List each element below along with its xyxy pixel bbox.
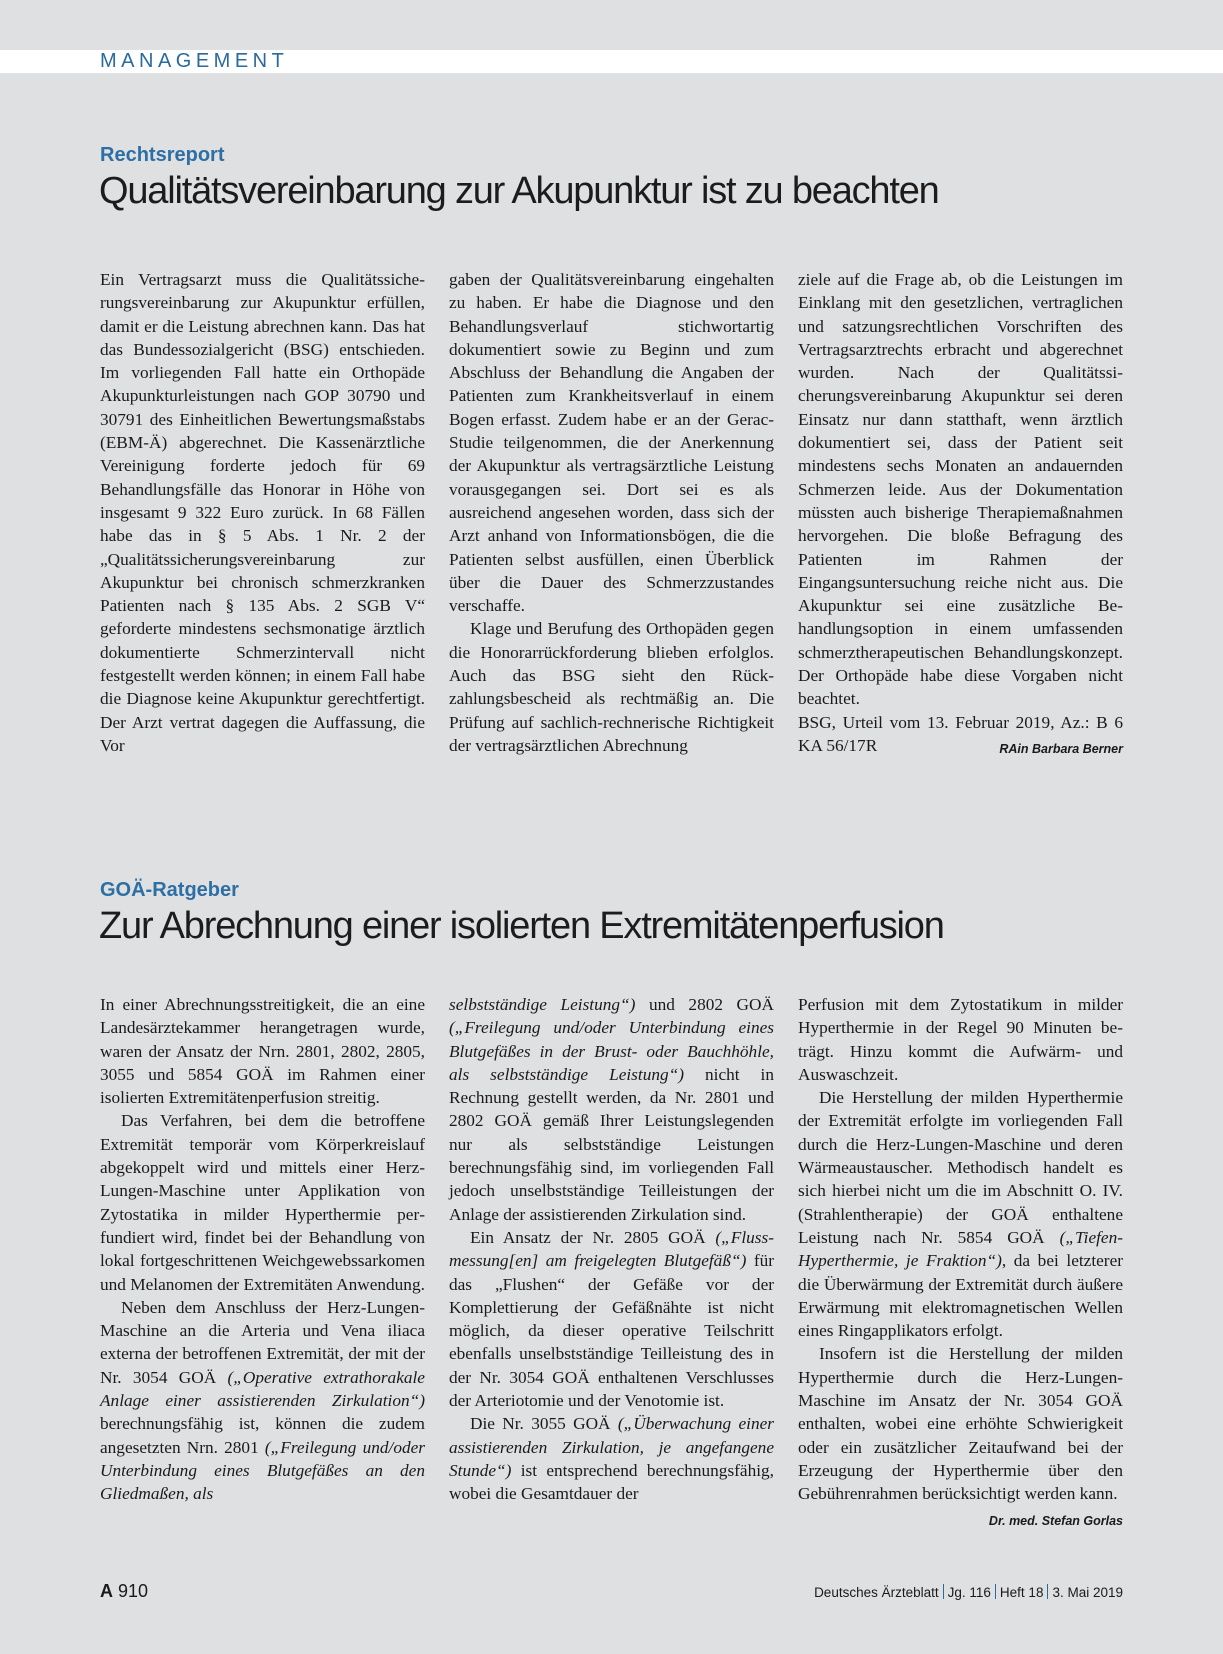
article1-headline: Qualitätsvereinbarung zur Akupunktur ist zu beachten [99, 170, 939, 212]
separator [943, 1584, 944, 1599]
paragraph: Die Nr. 3055 GOÄ („Überwachung einer assistierenden Zirkulation, je angefangene Stunde“) ist entsprechend berechnungsfähig, wobei die Gesamtdauer der [449, 1414, 774, 1504]
paragraph: In einer Abrechnungsstreitigkeit, die an eine Landesärztekammer herangetragen wurde, waren der Ansatz der Nrn. 2801, 2802, 2805, 3055 und 5854 GOÄ im Rahmen einer isolierten Extremitätenperfusion streitig. [100, 995, 425, 1108]
citation [798, 711, 1123, 758]
footer-citation [814, 1584, 1123, 1600]
article2-author: Dr. med. Stefan Gorlas [988, 1513, 1123, 1528]
article2-column-3 [798, 993, 1123, 1533]
issue: Heft 18 [999, 1585, 1044, 1600]
article2-column-1 [100, 993, 425, 1506]
paragraph: Klage und Berufung des Orthopäden gegen die Honorarrückforderung blieben erfolglos. Auch das BSG sieht den Rückzahlungsbescheid als rechtmäßig an. Die Prüfung auf sachlich-rechnerische Richtigkeit der vertragsärztlichen Abrechnung [449, 619, 774, 755]
paragraph: Perfusion mit dem Zytostatikum in milder Hyperthermie in der Regel 90 Minuten beträgt. Hinzu kommt die Aufwärm- und Auswaschzeit. [798, 995, 1123, 1084]
paragraph: Ein Vertragsarzt muss die Qualitätssicherungsvereinbarung zur Akupunktur erfüllen, damit er die Leistung abrechnen kann. Das hat das Bundessozialgericht (BSG) entschieden. Im vorliegenden Fall hatte ein Orthopäde Akupunkturleistungen nach GOP 30790 und 30791 des Einheitlichen Bewertungsmaßstabs (EBM-Ä) abgerechnet. Die Kassenärztliche Vereinigung forderte jedoch für 69 Behandlungsfälle das Honorar in Höhe von insgesamt 9 322 Euro zurück. In 68 Fällen habe das in § 5 Abs. 1 Nr. 2 der „Qualitätssicherungsvereinbarung zur Akupunktur bei chronisch schmerzkranken Patienten nach § 135 Abs. 2 SGB V“ geforderte mindestens sechsmonatige ärztlich dokumentierte Schmerzintervall nicht festgestellt werden können; in einem Fall habe die Diagnose keine Akupunktur gerechtfertigt. Der Arzt vertrat dagegen die Auffassung, die Vor [100, 270, 425, 755]
article1-column-2 [449, 268, 774, 757]
article1-kicker: Rechtsreport [100, 144, 225, 166]
paragraph: Neben dem Anschluss der Herz-Lungen-Maschine an die Arteria und Vena iliaca externa der betroffenen Extremität, der mit der Nr. 3054 GOÄ („Operative extrathorakale Anlage einer assistierenden Zirkulation“) berechnungsfähig ist, können die zudem angesetzten Nrn. 2801 („Freilegung und/oder Unterbindung eines Blutgefäßes an den Gliedmaßen, als [100, 1297, 425, 1504]
paragraph: Die Herstellung der milden Hyperthermie der Extremität erfolgte im vorliegenden Fall durch die Herz-Lungen-Maschine und deren Wärmeaustauscher. Methodisch handelt es sich hierbei nicht um die im Abschnitt O. IV. (Strahlentherapie) der GOÄ enthaltene Leistung nach Nr. 5854 GOÄ („Tiefen-Hyperthermie, je Fraktion“), da bei letzterer die Überwärmung der Extremität durch äußere Erwärmung mit elektromagnetischen Wellen eines Ringapplikators erfolgt. [798, 1088, 1123, 1341]
citation-text: BSG, Urteil vom 13. Februar 2019, Az.: B 6 KA 56/17R [798, 712, 1123, 755]
section-label: MANAGEMENT [100, 50, 289, 72]
page-number [100, 1581, 148, 1602]
page-number-value: 910 [118, 1581, 149, 1601]
article1-column-3 [798, 268, 1123, 761]
journal-name: Deutsches Ärzteblatt [814, 1585, 939, 1600]
paragraph: Ein Ansatz der Nr. 2805 GOÄ („Flussmessung[en] am freigelegten Blutgefäß“) für das „Flushen“ der Gefäße vor der Komplettierung der Gefäßnähte ist nicht möglich, da dieser operative Teilschritt ebenfalls unselbstständige Teilleistung des in der Nr. 3054 GOÄ enthaltenen Verschlusses der Arteriotomie und der Venotomie ist. [449, 1227, 774, 1411]
page-prefix: A [100, 1581, 113, 1601]
paragraph: Das Verfahren, bei dem die betroffene Extremität temporär vom Körperkreislauf abgekoppelt wird und mittels einer Herz-Lungen-Maschine unter Applikation von Zytostatika in milder Hyperthermie perfundiert wird, findet bei der Behandlung von lokal fortgeschrittenen Weichgewebssarkomen und Melanomen der Extremitäten Anwendung. [100, 1111, 425, 1294]
article1-author: RAin Barbara Berner [999, 741, 1123, 756]
article2-kicker: GOÄ-Ratgeber [100, 879, 239, 901]
article1-column-1 [100, 268, 425, 757]
volume: Jg. 116 [947, 1585, 991, 1600]
date: 3. Mai 2019 [1052, 1585, 1123, 1600]
paragraph: ziele auf die Frage ab, ob die Leistungen im Einklang mit den gesetzlichen, vertraglichen und satzungsrechtlichen Vorschriften des Vertragsarztrechts erbracht und abgerechnet wurden. Nach der Qualitätssicherungsvereinbarung Akupunktur sei deren Einsatz nur dann statthaft, wenn ärztlich dokumentiert sei, dass der Patient seit mindestens sechs Monaten an andauernden Schmerzen leide. Aus der Dokumentation müssten auch bisherige Therapiemaßnahmen hervorgehen. Die bloße Befragung des Patienten im Rahmen der Eingangsuntersuchung reiche nicht aus. Die Akupunktur sei eine zusätzliche Behandlungsoption in einem umfassenden schmerztherapeutischen Behandlungskonzept. Der Orthopäde habe diese Vorgaben nicht beachtet. [798, 270, 1123, 709]
separator [1047, 1584, 1048, 1599]
separator [995, 1584, 996, 1599]
article2-column-2 [449, 993, 774, 1506]
paragraph-text: Insofern ist die Herstellung der milden Hyperthermie durch die Herz-Lungen-Maschine im Ansatz der Nr. 3054 GOÄ enthalten, wobei eine erhöhte Schwierigkeit oder ein zusätzlicher Zeitaufwand bei der Erzeugung der Hyperthermie über den Gebührenrahmen berücksichtigt werden kann. [798, 1344, 1123, 1504]
paragraph: selbstständige Leistung“) und 2802 GOÄ („Freilegung und/oder Unterbindung eines Blutgefäßes in der Brust- oder Bauchhöhle, als selbstständige Leistung“) nicht in Rechnung gestellt werden, da Nr. 2801 und 2802 GOÄ gemäß Ihrer Leistungslegenden nur als selbstständige Leistungen berechnungsfähig sind, im vorliegenden Fall jedoch unselbstständige Teilleistungen der Anlage der assistierenden Zirkulation sind. [449, 995, 774, 1224]
paragraph [798, 1342, 1123, 1528]
paragraph: gaben der Qualitätsvereinbarung eingehalten zu haben. Er habe die Diagnose und den Behandlungsverlauf stichwortartig dokumentiert sowie zu Beginn und zum Abschluss der Behandlung die Angaben der Patienten zum Krankheitsverlauf in einem Bogen erfasst. Zudem habe er an der Gerac-Studie teilgenommen, die der Anerkennung der Akupunktur als vertragsärztliche Leistung vorausgegangen sei. Dort sei es als ausreichend angesehen worden, dass sich der Arzt anhand von Informationsbögen, die die Patienten selbst ausfüllen, einen Überblick über die Dauer des Schmerzzustandes verschaffe. [449, 270, 774, 616]
article2-headline: Zur Abrechnung einer isolierten Extremitätenperfusion [99, 905, 944, 947]
